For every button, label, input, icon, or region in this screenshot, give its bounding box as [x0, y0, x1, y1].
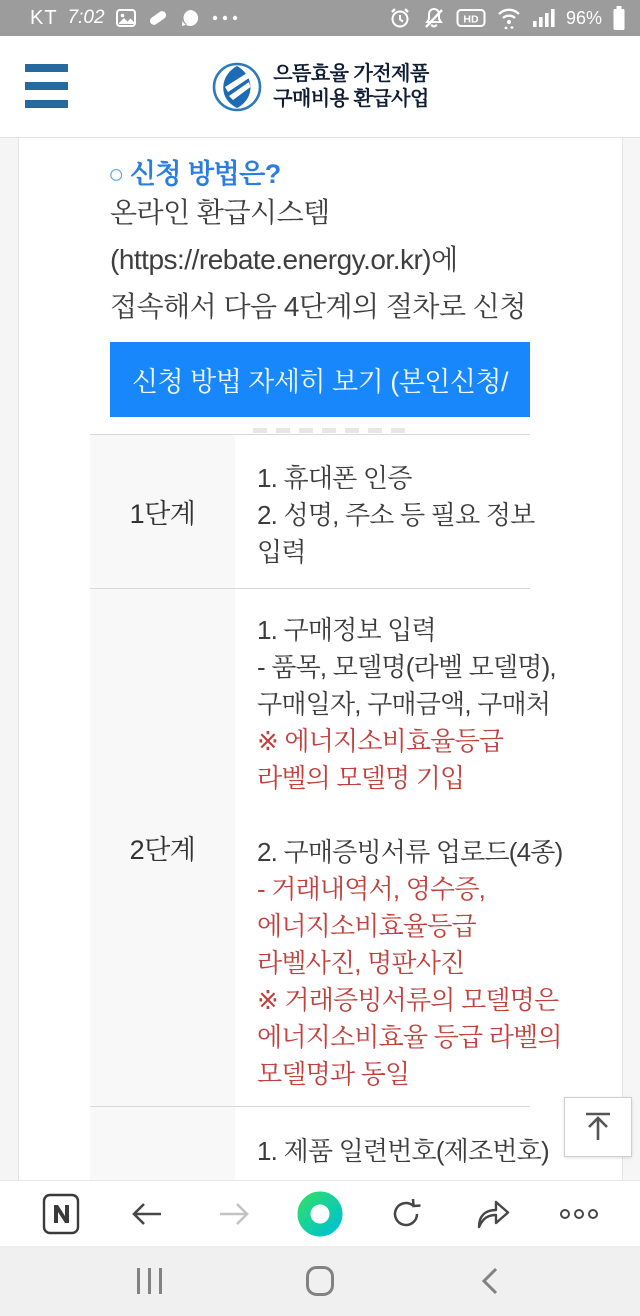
scroll-to-top-button[interactable]	[564, 1097, 632, 1157]
browser-toolbar	[0, 1180, 640, 1246]
green-dot-icon	[297, 1191, 343, 1237]
step-details	[235, 589, 566, 1106]
intro-line-url: (https://rebate.energy.or.kr)에	[110, 244, 458, 275]
steps-table	[90, 434, 563, 1180]
share-arrow-icon	[475, 1197, 511, 1231]
table-line: 에너지소비효율 등급 라벨의	[257, 1022, 562, 1052]
battery-percent-label: 96%	[565, 7, 602, 28]
svg-text:HD: HD	[463, 13, 479, 26]
refresh-icon	[389, 1197, 423, 1231]
heading-text: 신청 방법은?	[129, 159, 281, 189]
naver-green-dot-button[interactable]	[290, 1186, 350, 1242]
step-details	[235, 1107, 553, 1180]
table-line: - 거래내역서, 영수증,	[257, 874, 486, 904]
chevron-left-icon	[480, 1266, 500, 1296]
site-logo[interactable]	[0, 36, 640, 137]
alarm-icon	[388, 6, 412, 30]
arrow-up-to-top-icon	[579, 1109, 617, 1145]
vibrate-mode-icon	[422, 6, 446, 30]
intro-paragraph	[110, 189, 610, 330]
table-line: 구매일자, 구매금액, 구매처	[257, 689, 551, 719]
more-menu-button[interactable]	[549, 1186, 609, 1242]
table-line: 라벨의 모델명 기입	[257, 763, 465, 793]
table-line: 2. 구매증빙서류 업로드(4종)	[257, 837, 563, 867]
clock-label: 7:02	[67, 7, 105, 28]
home-icon	[305, 1265, 335, 1297]
table-line: 1. 휴대폰 인증	[257, 463, 412, 493]
site-title-line1: 으뜸효율 가전제품	[273, 62, 429, 85]
table-line: ※ 에너지소비효율등급	[257, 726, 504, 756]
table-row	[90, 435, 535, 589]
more-notifications-icon	[211, 14, 239, 22]
table-line: - 품목, 모델명(라벨 모델명),	[257, 652, 556, 682]
carrier-label: KT	[30, 6, 58, 29]
more-dots-icon	[559, 1207, 599, 1221]
page-content	[0, 137, 640, 1180]
recents-icon	[135, 1267, 165, 1295]
energy-agency-logo-icon	[211, 61, 263, 113]
pill-notification-icon	[147, 7, 169, 29]
table-line: ※ 거래증빙서류의 모델명은	[257, 985, 559, 1015]
section-heading	[108, 152, 281, 191]
table-row	[90, 589, 563, 1107]
forward-button[interactable]	[204, 1186, 264, 1242]
step-details	[235, 435, 538, 588]
naver-n-icon	[42, 1193, 80, 1235]
refresh-button[interactable]	[376, 1186, 436, 1242]
table-line: 1. 제품 일련번호(제조번호)	[257, 1136, 549, 1166]
apply-method-detail-button[interactable]: 신청 방법 자세히 보기 (본인신청/	[110, 342, 530, 417]
forward-arrow-icon	[216, 1200, 252, 1228]
wifi-icon	[496, 6, 522, 30]
table-line: 2. 성명, 주소 등 필요 정보	[257, 500, 535, 530]
intro-line: 온라인 환급시스템	[110, 197, 330, 228]
site-title	[273, 62, 429, 112]
table-line: 에너지소비효율등급	[257, 911, 476, 941]
android-back-button[interactable]	[460, 1253, 520, 1309]
intro-line: 접속해서 다음 4단계의 절차로 신청	[110, 291, 526, 322]
naver-home-button[interactable]	[31, 1186, 91, 1242]
recent-apps-button[interactable]	[120, 1253, 180, 1309]
table-line: 모델명과 동일	[257, 1059, 410, 1089]
step-label: 1단계	[90, 435, 235, 588]
table-row	[90, 1107, 549, 1180]
page-left-gutter	[0, 138, 19, 1180]
clipped-text-artifact	[253, 428, 413, 433]
share-button[interactable]	[463, 1186, 523, 1242]
site-title-line2: 구매비용 환급사업	[273, 87, 429, 110]
step-label: 2단계	[90, 589, 235, 1106]
battery-icon	[612, 5, 626, 31]
status-bar	[0, 0, 640, 36]
table-line	[257, 797, 562, 834]
table-line: 1. 구매정보 입력	[257, 615, 436, 645]
chat-notification-icon	[179, 7, 201, 29]
table-line: 입력	[257, 537, 306, 567]
app-header	[0, 36, 640, 137]
table-line: 라벨사진, 명판사진	[257, 948, 465, 978]
gallery-notification-icon	[115, 7, 137, 29]
back-arrow-icon	[129, 1200, 165, 1228]
heading-bullet-icon: ○	[108, 159, 124, 189]
back-button[interactable]	[117, 1186, 177, 1242]
signal-strength-icon	[532, 7, 556, 29]
step-label	[90, 1107, 235, 1180]
page-right-gutter	[622, 138, 640, 1180]
android-nav-bar	[0, 1246, 640, 1316]
home-button[interactable]	[290, 1253, 350, 1309]
hd-badge-icon	[456, 8, 486, 28]
